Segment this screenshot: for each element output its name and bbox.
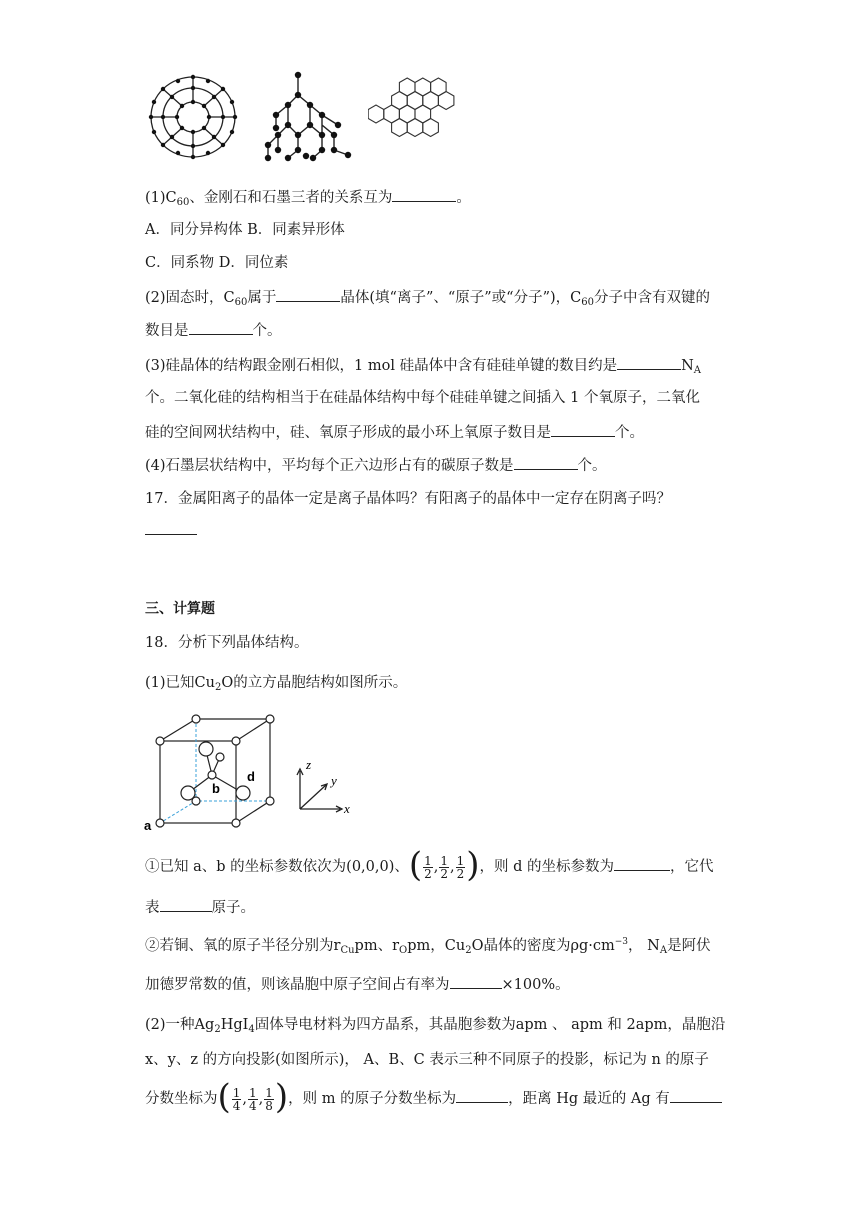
q16-part2-cont: 数目是 个。	[145, 320, 282, 341]
q16-part3-cont: 个。二氧化硅的结构相当于在硅晶体结构中每个硅硅单键之间插入 1 个氧原子，二氧化	[145, 390, 700, 406]
axis-z-label: z	[306, 757, 312, 772]
q16-part3: (3)硅晶体的结构跟金刚石相似，1 mol 硅晶体中含有硅硅单键的数目约是 $N_A$	[145, 355, 701, 378]
hexagon	[392, 119, 408, 137]
answer-blank[interactable]	[450, 974, 502, 989]
answer-blank[interactable]	[614, 856, 670, 871]
section-title: 三、计算题	[145, 601, 215, 617]
q18-part2-cont: x、y、z 的方向投影(如图所示)， A、B、C 表示三种不同原子的投影，标记为 n 的原子	[145, 1052, 709, 1068]
axis-y-label: y	[331, 773, 337, 788]
graphite-figure	[368, 75, 458, 160]
answer-blank[interactable]	[392, 187, 456, 202]
c60-figure	[145, 72, 245, 162]
q18-part2: (2)一种$Ag_2HgI_4$固体导电材料为四方晶系，其晶胞参数为apm 、 apm 和 2apm，晶胞沿	[145, 1017, 726, 1035]
answer-blank[interactable]	[276, 287, 340, 302]
hexagon	[368, 105, 384, 123]
answer-blank[interactable]	[514, 455, 578, 470]
q18-sub1-cont: 表 原子。	[145, 897, 255, 918]
q18-part1: (1)已知$Cu_2O$的立方晶胞结构如图所示。	[145, 675, 408, 693]
axis-x-label: x	[344, 801, 350, 816]
q16-part1: $(1)C_{60}$、金刚石和石墨三者的关系互为 。	[145, 187, 471, 210]
q17-text: 17．金属阳离子的晶体一定是离子晶体吗？有阳离子的晶体中一定存在阴离子吗？	[145, 491, 671, 507]
q18-sub1: ①已知 a、b 的坐标参数依次为(0,0,0)、( $\frac{1}{2}$ , $\frac{1}{2}$ , $\frac{1}{2}$ )，则 d 的坐标参数为 ，它代	[145, 845, 714, 885]
answer-blank[interactable]	[670, 1088, 722, 1103]
answer-blank[interactable]	[456, 1088, 508, 1103]
q16-part4: (4)石墨层状结构中，平均每个正六边形占有的碳原子数是 个。	[145, 455, 607, 476]
label-a: a	[144, 818, 152, 833]
q16-options-ab: A．同分异构体 B．同素异形体	[145, 222, 345, 238]
answer-blank[interactable]	[617, 355, 681, 370]
answer-blank[interactable]	[551, 422, 615, 437]
q16-options-cd: C．同系物 D．同位素	[145, 255, 289, 271]
hexagon	[423, 119, 439, 137]
q16-part2: (2)固态时，$C_{60}$属于 晶体(填“离子”、“原子”或“分子”)，$C_{60}$分子中含有双键的	[145, 287, 710, 310]
q18-part2-cont2: 分数坐标为( $\frac{1}{4}$ , $\frac{1}{4}$ , $\frac{1}{8}$ )，则 m 的原子分数坐标为 ，距离 Hg 最近的 Ag 有	[145, 1084, 722, 1114]
label-b: b	[212, 781, 220, 796]
hexagon	[407, 119, 423, 137]
q18-intro: 18．分析下列晶体结构。	[145, 635, 309, 651]
cu2o-unit-cell-figure	[140, 713, 370, 833]
answer-blank[interactable]	[160, 897, 212, 912]
diamond-figure	[258, 70, 358, 165]
label-d: d	[247, 769, 255, 784]
q16-part3-cont2: 硅的空间网状结构中，硅、氧原子形成的最小环上氧原子数目是 个。	[145, 422, 644, 443]
q18-sub2-cont: 加德罗常数的值，则该晶胞中原子空间占有率为 ×100%。	[145, 974, 570, 995]
q17-answer-line[interactable]	[145, 520, 197, 541]
hexagon	[438, 92, 454, 110]
q18-sub2: ②若铜、氧的原子半径分别为$r_{Cu}pm$、$r_Opm$，$Cu_2O$晶体的密度为$\rho g\cdot cm^{-3}$， $N_A$是阿伏	[145, 937, 711, 956]
answer-blank[interactable]	[189, 320, 253, 335]
